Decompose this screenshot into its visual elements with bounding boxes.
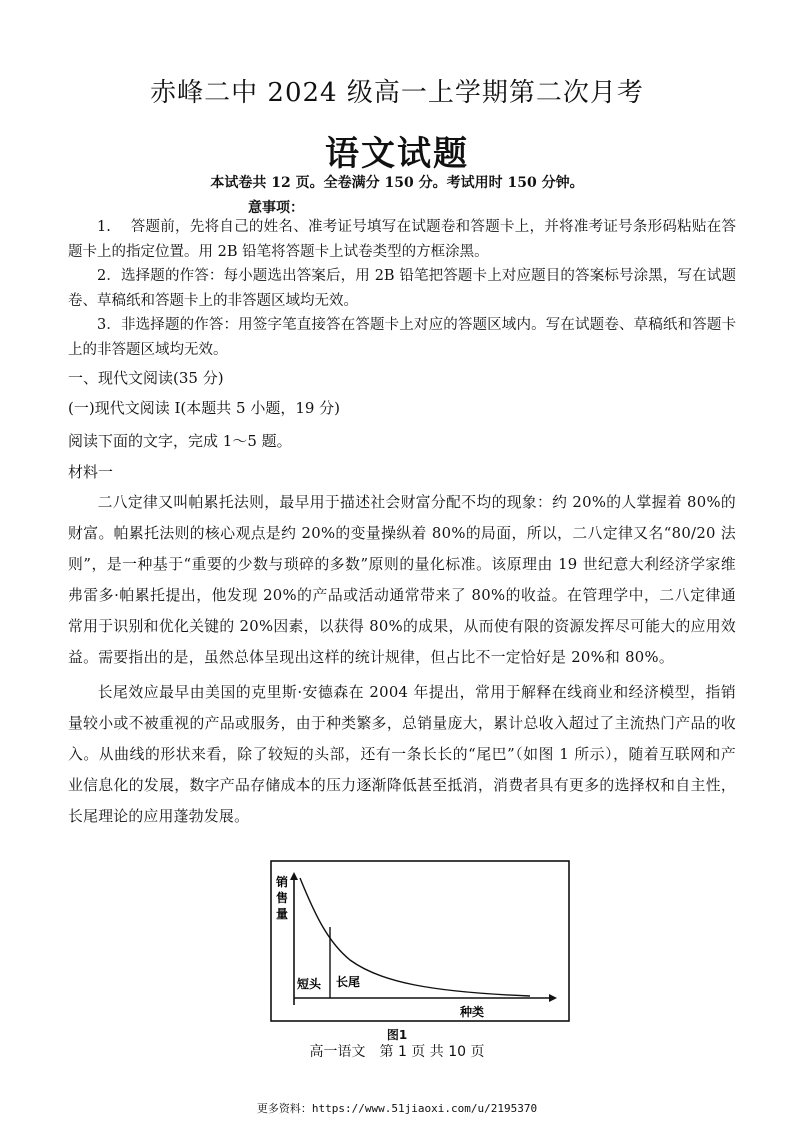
notice-heading: 意事项： [248, 200, 304, 216]
notice-item-2-text: 2．选择题的作答：每小题选出答案后，用 2B 铅笔把答题卡上对应题目的答案标号涂黑，写在试题卷、草稿纸和答题卡上的非答题区域均无效。 [68, 268, 736, 309]
notice-item-1 [68, 215, 736, 264]
tail-label: 长尾 [336, 975, 361, 989]
y-axis-arrow [290, 872, 298, 880]
section-heading: 一、现代文阅读(35 分) [68, 369, 224, 387]
x-axis-label: 种类 [460, 1005, 485, 1019]
notice-item-3 [68, 313, 736, 362]
y-axis-label-2: 售 [276, 891, 289, 905]
y-axis-label-3: 量 [276, 907, 289, 921]
exam-meta: 本试卷共 12 页。全卷满分 150 分。考试用时 150 分钟。 [210, 175, 584, 191]
figure-caption: 图1 [386, 1028, 408, 1042]
paragraph-long-tail: 长尾效应最早由美国的克里斯·安德森在 2004 年提出，常用于解释在线商业和经济模型，指销量较小或不被重视的产品或服务，由于种类繁多，总销量庞大，累计总收入超过了主流热门产品的收入。从曲线的形状来看，除了较短的头部，还有一条长长的“尾巴”（如图 1 所示），随着互联网和产业信息化的发展，数字产品存储成本的压力逐渐降低甚至抵消，消费者具有更多的选择权和自主性，长尾理论的应用蓬勃发展。 [68, 684, 736, 825]
long-tail-curve [300, 878, 530, 996]
y-axis-label-1: 销 [276, 875, 289, 889]
subsection-heading: (一)现代文阅读 I(本题共 5 小题，19 分) [68, 399, 341, 417]
notice-item-1-text: 1. 答题前，先将自己的姓名、准考证号填写在试题卷和答题卡上，并将准考证号条形码粘贴在答题卡上的指定位置。用 2B 铅笔将答题卡上试卷类型的方框涂黑。 [68, 219, 736, 260]
x-axis-arrow [549, 994, 557, 1002]
reading-instruction: 阅读下面的文字，完成 1～5 题。 [68, 432, 292, 450]
notice-item-3-text: 3．非选择题的作答：用签字笔直接答在答题卡上对应的答题区域内。写在试题卷、草稿纸和答题卡上的非答题区域均无效。 [68, 317, 736, 358]
head-label: 短头 [297, 977, 322, 991]
subject-title: 语文试题 [325, 134, 469, 174]
material-label: 材料一 [68, 463, 114, 481]
figure-frame [271, 861, 569, 1021]
page-footer: 高一语文 第 1 页 共 10 页 [309, 1044, 485, 1060]
source-line: 更多资料：https://www.51jiaoxi.com/u/2195370 [256, 1102, 538, 1115]
exam-title: 赤峰二中 2024 级高一上学期第二次月考 [150, 78, 644, 108]
long-tail-figure [270, 860, 570, 1022]
paragraph-pareto: 二八定律又叫帕累托法则，最早用于描述社会财富分配不均的现象：约 20%的人掌握着 80%的财富。帕累托法则的核心观点是约 20%的变量操纵着 80%的局面，所以，二八定律又名“80/20 法则”，是一种基于“重要的少数与琐碎的多数”原则的量化标准。该原理由 19 世纪意大利经济学家维弗雷多·帕累托提出，他发现 20%的产品或活动通常带来了 80%的收益。在管理学中，二八定律通常用于识别和优化关键的 20%因素，以获得 80%的成果，从而使有限的资源发挥尽可能大的应用效益。需要指出的是，虽然总体呈现出这样的统计规律，但占比不一定恰好是 20%和 80%。 [68, 494, 736, 666]
notice-item-2 [68, 264, 736, 313]
